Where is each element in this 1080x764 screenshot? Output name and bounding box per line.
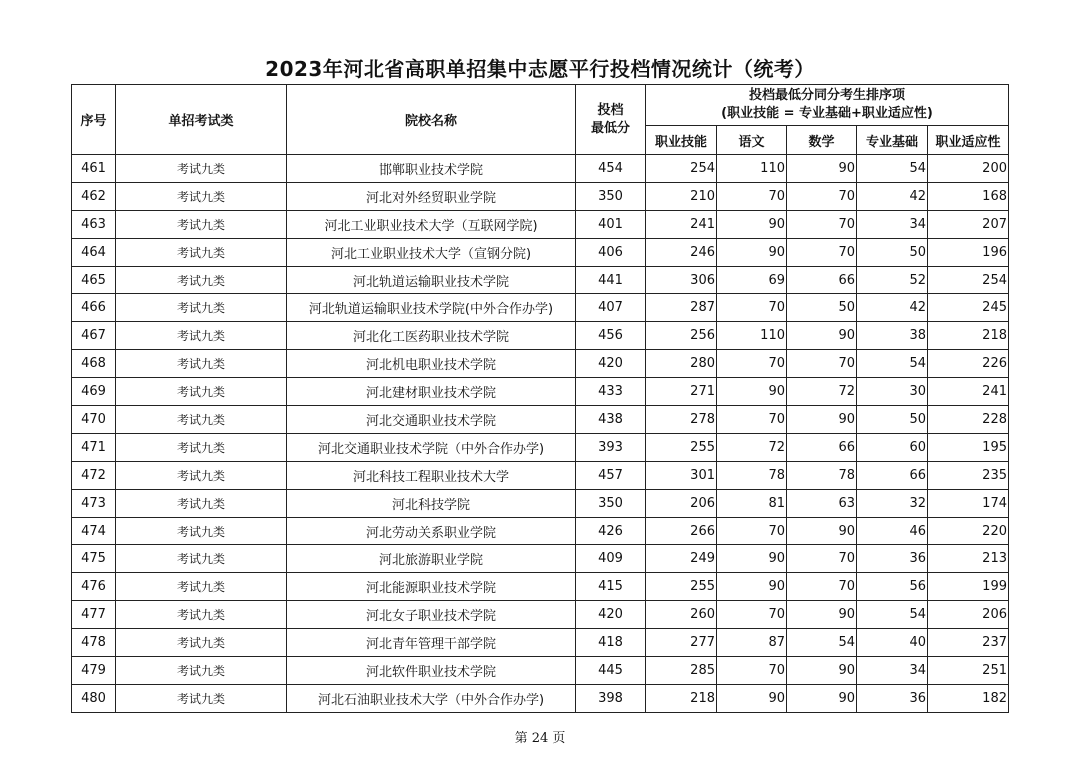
cell-skill: 306 xyxy=(646,266,717,294)
cell-skill: 254 xyxy=(646,155,717,183)
cell-school: 河北轨道运输职业技术学院(中外合作办学) xyxy=(287,294,576,322)
cell-skill: 241 xyxy=(646,210,717,238)
cell-math: 50 xyxy=(787,294,857,322)
cell-school: 河北机电职业技术学院 xyxy=(287,350,576,378)
cell-school: 河北女子职业技术学院 xyxy=(287,601,576,629)
cell-min-score: 409 xyxy=(576,545,646,573)
cell-skill: 255 xyxy=(646,433,717,461)
cell-skill: 218 xyxy=(646,684,717,712)
cell-seq: 474 xyxy=(72,517,116,545)
cell-chinese: 90 xyxy=(717,210,787,238)
cell-seq: 476 xyxy=(72,573,116,601)
admission-table xyxy=(71,84,1009,713)
cell-school: 河北科技工程职业技术大学 xyxy=(287,461,576,489)
cell-math: 90 xyxy=(787,684,857,712)
cell-math: 54 xyxy=(787,629,857,657)
header-skill: 职业技能 xyxy=(646,126,717,155)
cell-seq: 477 xyxy=(72,601,116,629)
cell-min-score: 441 xyxy=(576,266,646,294)
cell-skill: 266 xyxy=(646,517,717,545)
cell-school: 河北工业职业技术大学（互联网学院) xyxy=(287,210,576,238)
cell-chinese: 72 xyxy=(717,433,787,461)
cell-skill: 280 xyxy=(646,350,717,378)
cell-min-score: 433 xyxy=(576,378,646,406)
cell-aptitude: 213 xyxy=(928,545,1009,573)
cell-chinese: 90 xyxy=(717,378,787,406)
cell-skill: 210 xyxy=(646,182,717,210)
cell-chinese: 70 xyxy=(717,182,787,210)
cell-school: 河北建材职业技术学院 xyxy=(287,378,576,406)
cell-chinese: 70 xyxy=(717,601,787,629)
cell-basic: 66 xyxy=(857,461,928,489)
cell-aptitude: 220 xyxy=(928,517,1009,545)
table-row xyxy=(72,573,1009,601)
cell-math: 70 xyxy=(787,545,857,573)
cell-aptitude: 241 xyxy=(928,378,1009,406)
cell-seq: 475 xyxy=(72,545,116,573)
cell-aptitude: 226 xyxy=(928,350,1009,378)
table-row xyxy=(72,182,1009,210)
table-row xyxy=(72,210,1009,238)
cell-math: 90 xyxy=(787,517,857,545)
cell-skill: 256 xyxy=(646,322,717,350)
cell-school: 河北轨道运输职业技术学院 xyxy=(287,266,576,294)
cell-skill: 255 xyxy=(646,573,717,601)
cell-chinese: 70 xyxy=(717,294,787,322)
header-tie-group-subtitle: (职业技能 = 专业基础+职业适应性) xyxy=(721,106,933,121)
cell-basic: 50 xyxy=(857,406,928,434)
cell-seq: 461 xyxy=(72,155,116,183)
cell-min-score: 393 xyxy=(576,433,646,461)
cell-basic: 36 xyxy=(857,545,928,573)
cell-math: 90 xyxy=(787,406,857,434)
cell-math: 63 xyxy=(787,489,857,517)
cell-aptitude: 237 xyxy=(928,629,1009,657)
cell-min-score: 398 xyxy=(576,684,646,712)
cell-skill: 301 xyxy=(646,461,717,489)
cell-min-score: 420 xyxy=(576,601,646,629)
table-body xyxy=(72,155,1009,713)
cell-aptitude: 168 xyxy=(928,182,1009,210)
cell-seq: 465 xyxy=(72,266,116,294)
cell-chinese: 70 xyxy=(717,517,787,545)
cell-basic: 30 xyxy=(857,378,928,406)
cell-aptitude: 195 xyxy=(928,433,1009,461)
cell-skill: 246 xyxy=(646,238,717,266)
cell-min-score: 426 xyxy=(576,517,646,545)
cell-chinese: 78 xyxy=(717,461,787,489)
header-aptitude: 职业适应性 xyxy=(928,126,1009,155)
cell-seq: 470 xyxy=(72,406,116,434)
cell-math: 90 xyxy=(787,322,857,350)
cell-skill: 277 xyxy=(646,629,717,657)
header-math: 数学 xyxy=(787,126,857,155)
cell-seq: 462 xyxy=(72,182,116,210)
page-number: 第 24 页 xyxy=(514,731,566,746)
table-row xyxy=(72,406,1009,434)
cell-basic: 42 xyxy=(857,182,928,210)
cell-basic: 52 xyxy=(857,266,928,294)
cell-aptitude: 207 xyxy=(928,210,1009,238)
cell-math: 90 xyxy=(787,155,857,183)
cell-aptitude: 206 xyxy=(928,601,1009,629)
cell-school: 河北化工医药职业技术学院 xyxy=(287,322,576,350)
cell-aptitude: 218 xyxy=(928,322,1009,350)
table-row xyxy=(72,601,1009,629)
cell-seq: 463 xyxy=(72,210,116,238)
cell-chinese: 70 xyxy=(717,657,787,685)
cell-category: 考试九类 xyxy=(116,322,287,350)
cell-min-score: 420 xyxy=(576,350,646,378)
cell-school: 河北对外经贸职业学院 xyxy=(287,182,576,210)
header-seq: 序号 xyxy=(72,85,116,155)
cell-category: 考试九类 xyxy=(116,350,287,378)
cell-math: 70 xyxy=(787,350,857,378)
cell-min-score: 454 xyxy=(576,155,646,183)
cell-math: 70 xyxy=(787,573,857,601)
cell-school: 河北劳动关系职业学院 xyxy=(287,517,576,545)
table-row xyxy=(72,461,1009,489)
cell-category: 考试九类 xyxy=(116,601,287,629)
cell-seq: 469 xyxy=(72,378,116,406)
cell-category: 考试九类 xyxy=(116,378,287,406)
table-row xyxy=(72,350,1009,378)
cell-basic: 38 xyxy=(857,322,928,350)
cell-category: 考试九类 xyxy=(116,461,287,489)
cell-min-score: 350 xyxy=(576,489,646,517)
cell-aptitude: 228 xyxy=(928,406,1009,434)
cell-min-score: 456 xyxy=(576,322,646,350)
cell-chinese: 110 xyxy=(717,155,787,183)
cell-category: 考试九类 xyxy=(116,657,287,685)
cell-aptitude: 245 xyxy=(928,294,1009,322)
cell-category: 考试九类 xyxy=(116,294,287,322)
table-row xyxy=(72,294,1009,322)
cell-school: 河北交通职业技术学院 xyxy=(287,406,576,434)
table-row xyxy=(72,517,1009,545)
cell-math: 66 xyxy=(787,433,857,461)
cell-min-score: 438 xyxy=(576,406,646,434)
cell-math: 70 xyxy=(787,182,857,210)
cell-chinese: 70 xyxy=(717,350,787,378)
cell-school: 河北旅游职业学院 xyxy=(287,545,576,573)
header-tie-group xyxy=(646,85,1009,126)
cell-math: 66 xyxy=(787,266,857,294)
cell-school: 河北青年管理干部学院 xyxy=(287,629,576,657)
cell-aptitude: 235 xyxy=(928,461,1009,489)
cell-min-score: 407 xyxy=(576,294,646,322)
cell-school: 河北能源职业技术学院 xyxy=(287,573,576,601)
cell-chinese: 110 xyxy=(717,322,787,350)
cell-category: 考试九类 xyxy=(116,489,287,517)
table-row xyxy=(72,657,1009,685)
cell-category: 考试九类 xyxy=(116,266,287,294)
cell-school: 邯郸职业技术学院 xyxy=(287,155,576,183)
cell-min-score: 418 xyxy=(576,629,646,657)
cell-min-score: 406 xyxy=(576,238,646,266)
cell-basic: 56 xyxy=(857,573,928,601)
cell-school: 河北交通职业技术学院（中外合作办学) xyxy=(287,433,576,461)
cell-skill: 271 xyxy=(646,378,717,406)
cell-basic: 32 xyxy=(857,489,928,517)
cell-category: 考试九类 xyxy=(116,182,287,210)
cell-basic: 34 xyxy=(857,657,928,685)
cell-skill: 285 xyxy=(646,657,717,685)
cell-seq: 467 xyxy=(72,322,116,350)
cell-skill: 287 xyxy=(646,294,717,322)
cell-basic: 54 xyxy=(857,601,928,629)
cell-category: 考试九类 xyxy=(116,517,287,545)
cell-min-score: 350 xyxy=(576,182,646,210)
header-category: 单招考试类 xyxy=(116,85,287,155)
cell-category: 考试九类 xyxy=(116,406,287,434)
cell-category: 考试九类 xyxy=(116,545,287,573)
cell-chinese: 90 xyxy=(717,684,787,712)
cell-math: 90 xyxy=(787,657,857,685)
cell-chinese: 90 xyxy=(717,238,787,266)
cell-aptitude: 174 xyxy=(928,489,1009,517)
cell-chinese: 90 xyxy=(717,573,787,601)
header-basic: 专业基础 xyxy=(857,126,928,155)
cell-min-score: 445 xyxy=(576,657,646,685)
table-row xyxy=(72,238,1009,266)
cell-seq: 479 xyxy=(72,657,116,685)
page-title: 2023年河北省高职单招集中志愿平行投档情况统计（统考） xyxy=(265,57,815,81)
cell-chinese: 87 xyxy=(717,629,787,657)
cell-seq: 473 xyxy=(72,489,116,517)
cell-aptitude: 254 xyxy=(928,266,1009,294)
table-row xyxy=(72,322,1009,350)
cell-chinese: 90 xyxy=(717,545,787,573)
cell-category: 考试九类 xyxy=(116,210,287,238)
cell-min-score: 415 xyxy=(576,573,646,601)
cell-min-score: 457 xyxy=(576,461,646,489)
cell-basic: 42 xyxy=(857,294,928,322)
cell-basic: 34 xyxy=(857,210,928,238)
cell-chinese: 81 xyxy=(717,489,787,517)
table-row xyxy=(72,378,1009,406)
cell-chinese: 70 xyxy=(717,406,787,434)
cell-math: 78 xyxy=(787,461,857,489)
cell-aptitude: 200 xyxy=(928,155,1009,183)
cell-seq: 472 xyxy=(72,461,116,489)
cell-math: 70 xyxy=(787,238,857,266)
cell-skill: 260 xyxy=(646,601,717,629)
cell-basic: 46 xyxy=(857,517,928,545)
cell-skill: 278 xyxy=(646,406,717,434)
cell-seq: 466 xyxy=(72,294,116,322)
cell-basic: 54 xyxy=(857,350,928,378)
cell-seq: 471 xyxy=(72,433,116,461)
table-row xyxy=(72,629,1009,657)
cell-school: 河北软件职业技术学院 xyxy=(287,657,576,685)
cell-seq: 464 xyxy=(72,238,116,266)
table-row xyxy=(72,266,1009,294)
cell-basic: 54 xyxy=(857,155,928,183)
header-school: 院校名称 xyxy=(287,85,576,155)
table-row xyxy=(72,155,1009,183)
cell-aptitude: 182 xyxy=(928,684,1009,712)
cell-category: 考试九类 xyxy=(116,238,287,266)
cell-seq: 480 xyxy=(72,684,116,712)
cell-seq: 478 xyxy=(72,629,116,657)
cell-category: 考试九类 xyxy=(116,573,287,601)
cell-school: 河北工业职业技术大学（宣钢分院) xyxy=(287,238,576,266)
table-row xyxy=(72,489,1009,517)
header-min-score: 投档 最低分 xyxy=(576,85,646,155)
cell-school: 河北石油职业技术大学（中外合作办学) xyxy=(287,684,576,712)
cell-aptitude: 251 xyxy=(928,657,1009,685)
cell-aptitude: 196 xyxy=(928,238,1009,266)
cell-basic: 60 xyxy=(857,433,928,461)
cell-basic: 36 xyxy=(857,684,928,712)
cell-category: 考试九类 xyxy=(116,433,287,461)
cell-aptitude: 199 xyxy=(928,573,1009,601)
cell-basic: 50 xyxy=(857,238,928,266)
cell-category: 考试九类 xyxy=(116,629,287,657)
cell-category: 考试九类 xyxy=(116,155,287,183)
table-row xyxy=(72,545,1009,573)
cell-basic: 40 xyxy=(857,629,928,657)
header-tie-group-title: 投档最低分同分考生排序项 xyxy=(748,88,905,103)
cell-math: 70 xyxy=(787,210,857,238)
cell-school: 河北科技学院 xyxy=(287,489,576,517)
cell-chinese: 69 xyxy=(717,266,787,294)
cell-math: 72 xyxy=(787,378,857,406)
cell-min-score: 401 xyxy=(576,210,646,238)
cell-skill: 249 xyxy=(646,545,717,573)
cell-skill: 206 xyxy=(646,489,717,517)
cell-math: 90 xyxy=(787,601,857,629)
table-row xyxy=(72,684,1009,712)
cell-category: 考试九类 xyxy=(116,684,287,712)
table-row xyxy=(72,433,1009,461)
header-chinese: 语文 xyxy=(717,126,787,155)
cell-seq: 468 xyxy=(72,350,116,378)
